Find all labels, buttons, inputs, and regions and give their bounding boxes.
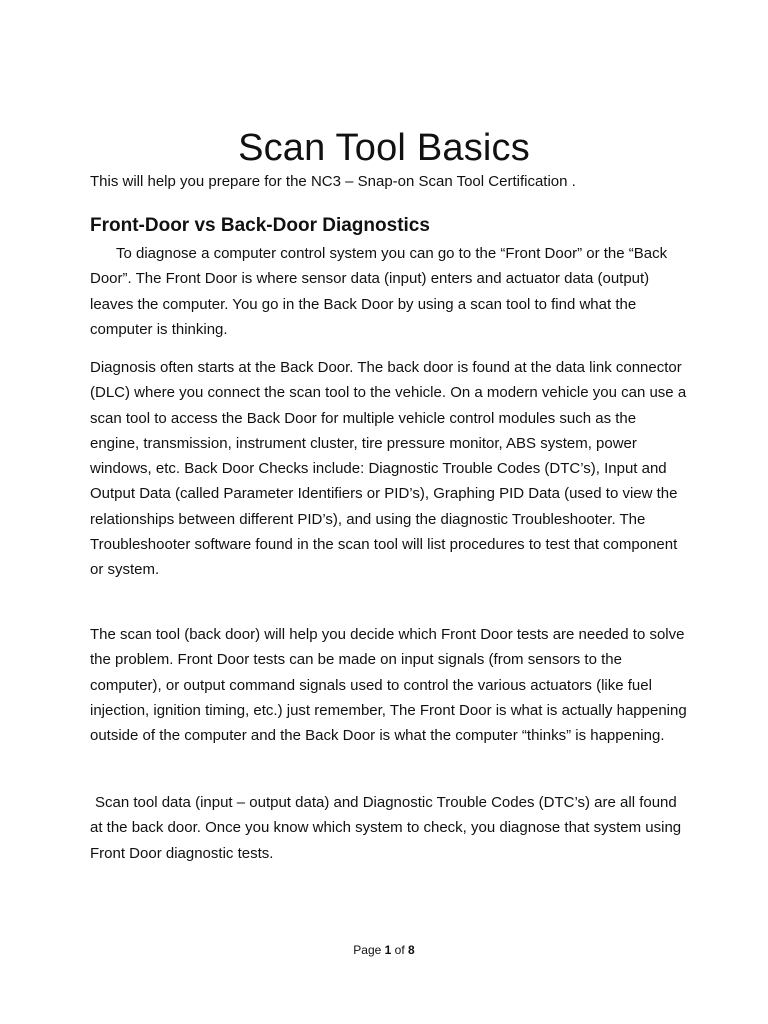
footer-of-word: of: [394, 943, 405, 957]
page-title: Scan Tool Basics: [238, 127, 530, 170]
footer-page-number: 1: [384, 943, 392, 957]
paragraph-scan-tool-data: Scan tool data (input – output data) and Diagnostic Trouble Codes (DTC’s) are all found at the back door. Once you know which system to check, you diagnose that system using Front Door diagnostic tests.: [90, 794, 682, 862]
page-footer: [0, 942, 768, 958]
section-heading: Front-Door vs Back-Door Diagnostics: [90, 215, 430, 236]
footer-page-word: Page: [353, 943, 382, 957]
paragraph-front-back-door: To diagnose a computer control system you can go to the “Front Door” or the “Back Door”. The Front Door is where sensor data (input) enters and actuator data (output) leaves the computer. You go in the Back Door by using a scan tool to find what the computer is thinking.: [90, 245, 668, 338]
intro-text: This will help you prepare for the NC3 – Snap-on Scan Tool Certification .: [90, 173, 576, 190]
paragraph-front-door-tests: The scan tool (back door) will help you decide which Front Door tests are needed to solve the problem. Front Door tests can be made on input signals (from sensors to the computer), or output command signals used to control the various actuators (like fuel injection, ignition timing, etc.) just remember, The Front Door is what is actually happening outside of the computer and the Back Door is what the computer “thinks” is happening.: [90, 626, 687, 745]
paragraph-back-door-diagnosis: Diagnosis often starts at the Back Door. The back door is found at the data link connector (DLC) where you connect the scan tool to the vehicle. On a modern vehicle you can use a scan tool to access the Back Door for multiple vehicle control modules such as the engine, transmission, instrument cluster, tire pressure monitor, ABS system, power windows, etc. Back Door Checks include: Diagnostic Trouble Codes (DTC’s), Input and Output Data (called Parameter Identifiers or PID’s), Graphing PID Data (used to view the relationships between different PID’s), and using the diagnostic Troubleshooter. The Troubleshooter software found in the scan tool will list procedures to test that component or system.: [90, 359, 687, 579]
footer-page-total: 8: [408, 943, 415, 957]
